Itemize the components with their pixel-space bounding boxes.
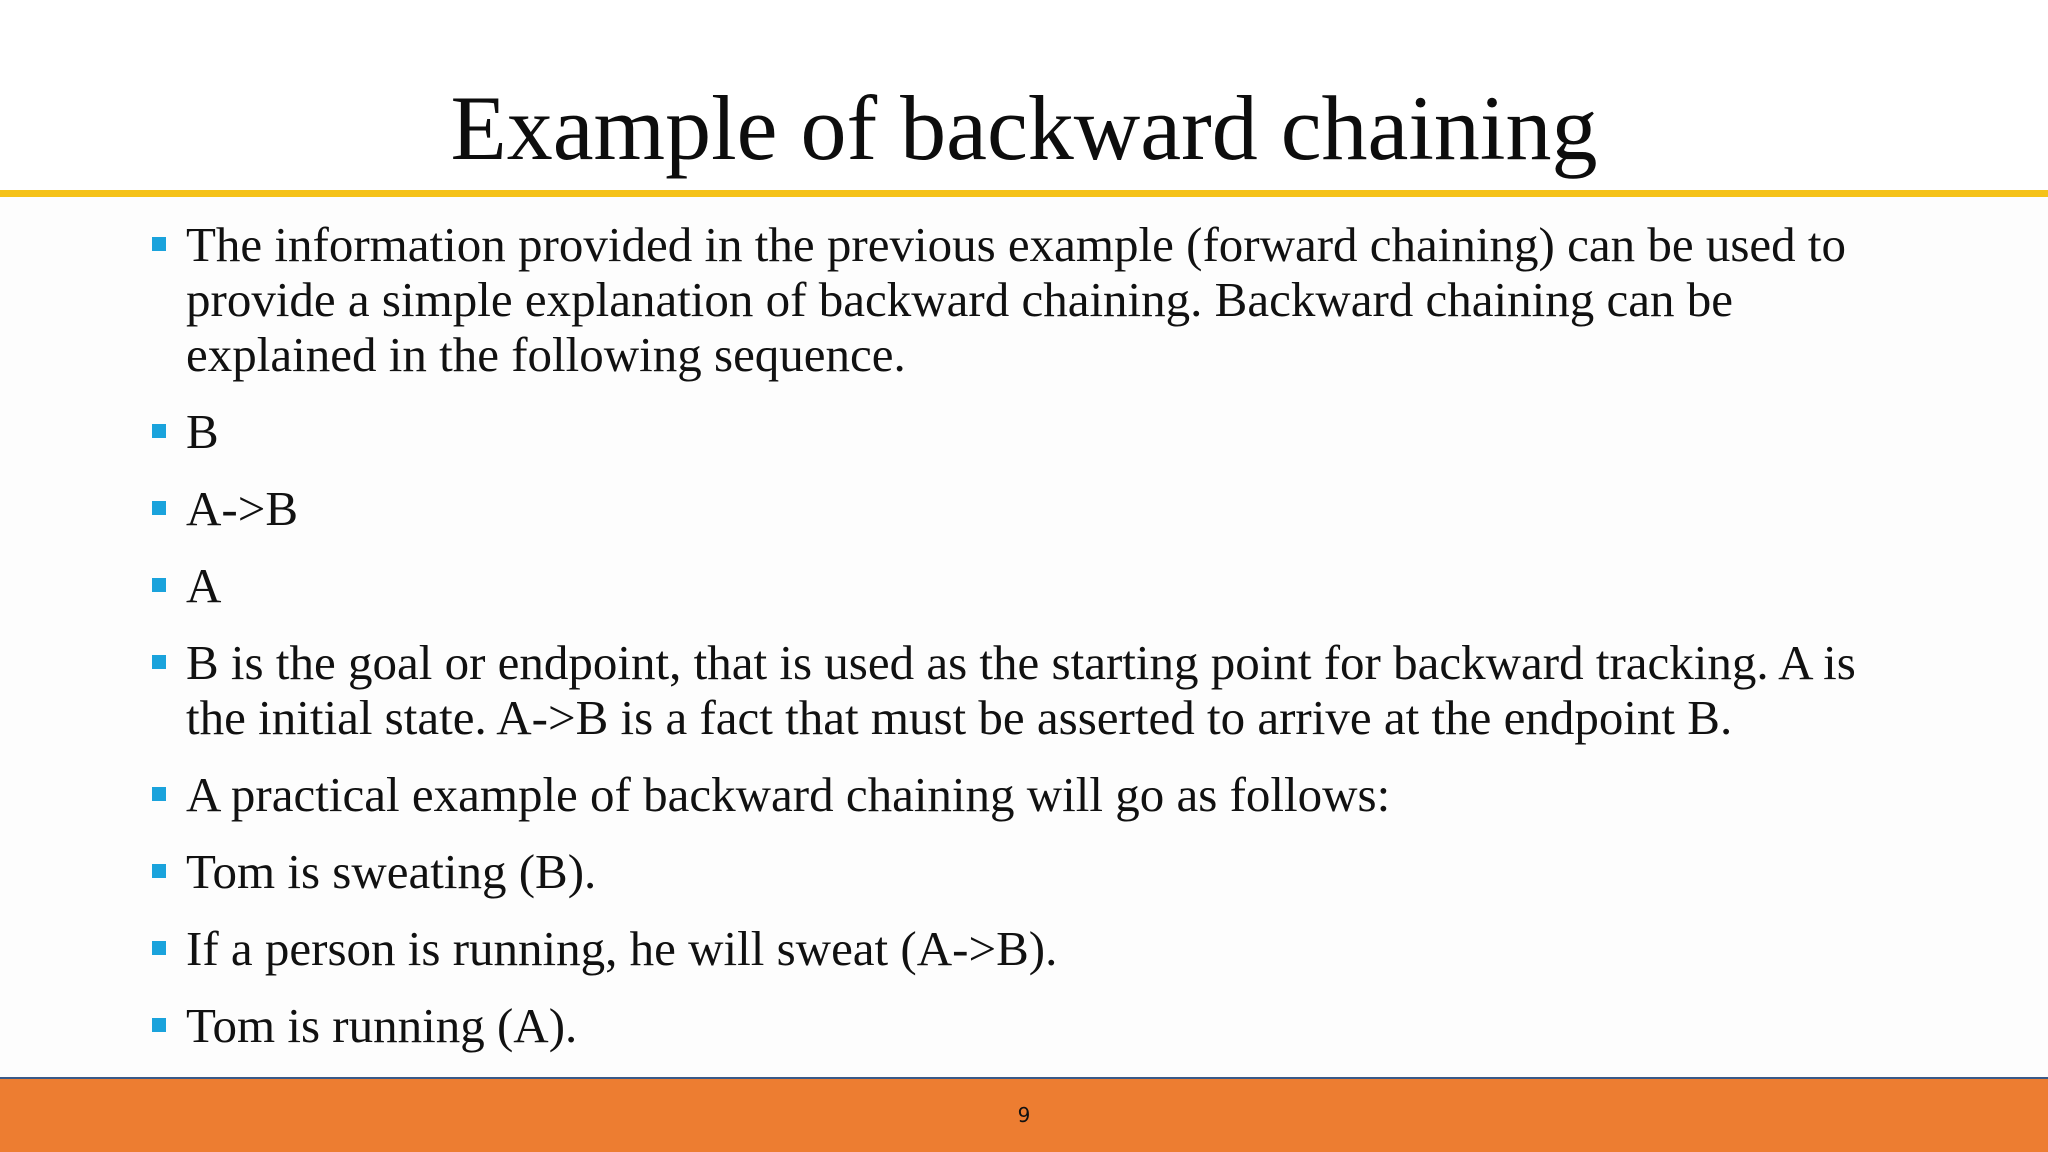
bullet-item xyxy=(148,404,1908,459)
content-area xyxy=(0,197,2048,1077)
bullet-item xyxy=(148,921,1908,976)
bullet-text: A practical example of backward chaining will go as follows: xyxy=(186,767,1391,822)
bullet-item xyxy=(148,481,1908,536)
page-number: 9 xyxy=(1017,1103,1031,1127)
square-bullet-icon xyxy=(152,578,166,592)
bullet-item xyxy=(148,558,1908,613)
square-bullet-icon xyxy=(152,941,166,955)
square-bullet-icon xyxy=(152,655,166,669)
bullet-item xyxy=(148,635,1908,745)
bullet-text: A xyxy=(186,558,222,613)
bullet-text: A->B xyxy=(186,481,299,536)
title-area xyxy=(0,0,2048,190)
bullet-text: The information provided in the previous example (forward chaining) can be used to provide a simple explanation of backward chaining. Backward chaining can be explained in the following sequence. xyxy=(186,217,1847,382)
bullet-text: B is the goal or endpoint, that is used as the starting point for backward tracking. A is the initial state. A->B is a fact that must be asserted to arrive at the endpoint B. xyxy=(186,635,1856,745)
bullet-item xyxy=(148,998,1908,1053)
title-accent-rule xyxy=(0,190,2048,197)
square-bullet-icon xyxy=(152,864,166,878)
bullet-list xyxy=(148,217,1908,1075)
bullet-text: Tom is running (A). xyxy=(186,998,578,1053)
square-bullet-icon xyxy=(152,501,166,515)
footer-bar xyxy=(0,1077,2048,1152)
bullet-item xyxy=(148,844,1908,899)
square-bullet-icon xyxy=(152,787,166,801)
square-bullet-icon xyxy=(152,424,166,438)
bullet-text: B xyxy=(186,404,219,459)
slide-title: Example of backward chaining xyxy=(450,77,1598,179)
square-bullet-icon xyxy=(152,237,166,251)
bullet-item xyxy=(148,767,1908,822)
bullet-text: If a person is running, he will sweat (A->B). xyxy=(186,921,1058,976)
square-bullet-icon xyxy=(152,1018,166,1032)
bullet-item xyxy=(148,217,1908,382)
bullet-text: Tom is sweating (B). xyxy=(186,844,597,899)
